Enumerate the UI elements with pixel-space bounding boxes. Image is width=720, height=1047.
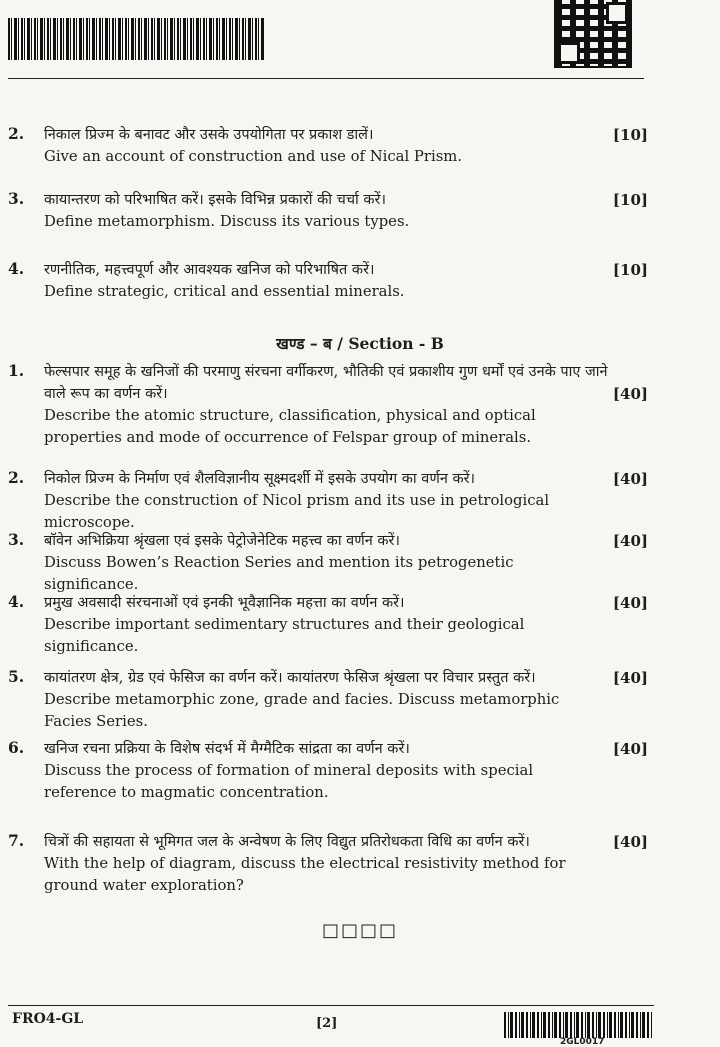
qr-code <box>556 0 630 66</box>
question-text-english: With the help of diagram, discuss the electrical resistivity method for ground water exploration? <box>44 855 566 894</box>
question-text-hindi: निकोल प्रिज्म के निर्माण एवं शैलविज्ञानीय सूक्ष्मदर्शी में इसके उपयोग का वर्णन करें। <box>44 471 476 487</box>
question-marks: [40] <box>612 740 648 758</box>
question-text-english: Define metamorphism. Discuss its various types. <box>44 213 410 230</box>
question-b-1 <box>8 361 648 449</box>
question-marks: [40] <box>612 532 648 550</box>
question-text-english: Describe important sedimentary structures and their geological significance. <box>44 616 525 655</box>
question-text-english: Define strategic, critical and essential minerals. <box>44 283 405 300</box>
question-text-hindi: बॉवेन अभिक्रिया श्रृंखला एवं इसके पेट्रोजेनेटिक महत्त्व का वर्णन करें। <box>44 533 400 549</box>
footer-barcode <box>504 1012 652 1038</box>
footer-divider <box>8 1005 654 1006</box>
header-barcode <box>8 18 264 60</box>
question-b-5 <box>8 667 648 733</box>
question-text-hindi: रणनीतिक, महत्त्वपूर्ण और आवश्यक खनिज को परिभाषित करें। <box>44 262 375 278</box>
question-marks: [40] <box>612 594 648 612</box>
question-text-hindi: कायांतरण क्षेत्र, ग्रेड एवं फेसिज का वर्णन करें। कायांतरण फेसिज श्रृंखला पर विचार प्रस्तुत करें। <box>44 670 536 686</box>
question-a-3 <box>8 189 648 233</box>
end-of-paper-marker: □□□□ <box>321 920 399 941</box>
question-text-hindi: खनिज रचना प्रक्रिया के विशेष संदर्भ में मैग्मैटिक सांद्रता का वर्णन करें। <box>44 741 410 757</box>
question-number: 2. <box>8 124 25 143</box>
question-text-english: Give an account of construction and use of Nical Prism. <box>44 148 463 165</box>
question-text-hindi: निकाल प्रिज्म के बनावट और उसके उपयोगिता पर प्रकाश डालें। <box>44 127 374 143</box>
section-b-heading: खण्ड – ब / Section - B <box>276 334 444 353</box>
question-text-english: Describe the atomic structure, classification, physical and optical properties and mode of occurrence of Felspar group of minerals. <box>44 407 536 446</box>
question-text-english: Describe the construction of Nicol prism and its use in petrological microscope. <box>44 492 550 531</box>
question-number: 2. <box>8 468 25 487</box>
question-number: 1. <box>8 361 25 380</box>
question-a-4 <box>8 259 648 303</box>
question-text-english: Discuss the process of formation of mineral deposits with special reference to magmatic concentration. <box>44 762 534 801</box>
question-text-hindi: फेल्सपार समूह के खनिजों की परमाणु संरचना वर्गीकरण, भौतिकी एवं प्रकाशीय गुण धर्मों एवं उनके पाए जाने वाले रूप का वर्णन करें। <box>44 364 608 402</box>
question-a-2 <box>8 124 648 168</box>
question-b-4 <box>8 592 648 658</box>
question-number: 4. <box>8 592 25 611</box>
question-text-hindi: प्रमुख अवसादी संरचनाओं एवं इनकी भूवैज्ञानिक महत्ता का वर्णन करें। <box>44 595 405 611</box>
barcode-number: 2GL0017 <box>560 1037 605 1047</box>
question-marks: [40] <box>612 385 648 403</box>
question-marks: [10] <box>612 191 648 209</box>
question-marks: [10] <box>612 261 648 279</box>
question-number: 3. <box>8 189 25 208</box>
question-number: 3. <box>8 530 25 549</box>
question-b-2 <box>8 468 648 534</box>
question-b-7 <box>8 831 648 897</box>
question-b-6 <box>8 738 648 804</box>
question-text-english: Describe metamorphic zone, grade and facies. Discuss metamorphic Facies Series. <box>44 691 560 730</box>
question-number: 6. <box>8 738 25 757</box>
question-text-hindi: कायान्तरण को परिभाषित करें। इसके विभिन्न प्रकारों की चर्चा करें। <box>44 192 386 208</box>
page-number: [2] <box>316 1016 338 1031</box>
question-marks: [40] <box>612 669 648 687</box>
question-text-english: Discuss Bowen’s Reaction Series and mention its petrogenetic significance. <box>44 554 514 593</box>
question-number: 7. <box>8 831 25 850</box>
question-marks: [10] <box>612 126 648 144</box>
paper-code: FRO4-GL <box>12 1011 84 1027</box>
question-marks: [40] <box>612 470 648 488</box>
question-marks: [40] <box>612 833 648 851</box>
question-b-3 <box>8 530 648 596</box>
question-number: 4. <box>8 259 25 278</box>
header-divider <box>8 78 644 79</box>
question-text-hindi: चित्रों की सहायता से भूमिगत जल के अन्वेषण के लिए विद्युत प्रतिरोधकता विधि का वर्णन करें। <box>44 834 530 850</box>
question-number: 5. <box>8 667 25 686</box>
